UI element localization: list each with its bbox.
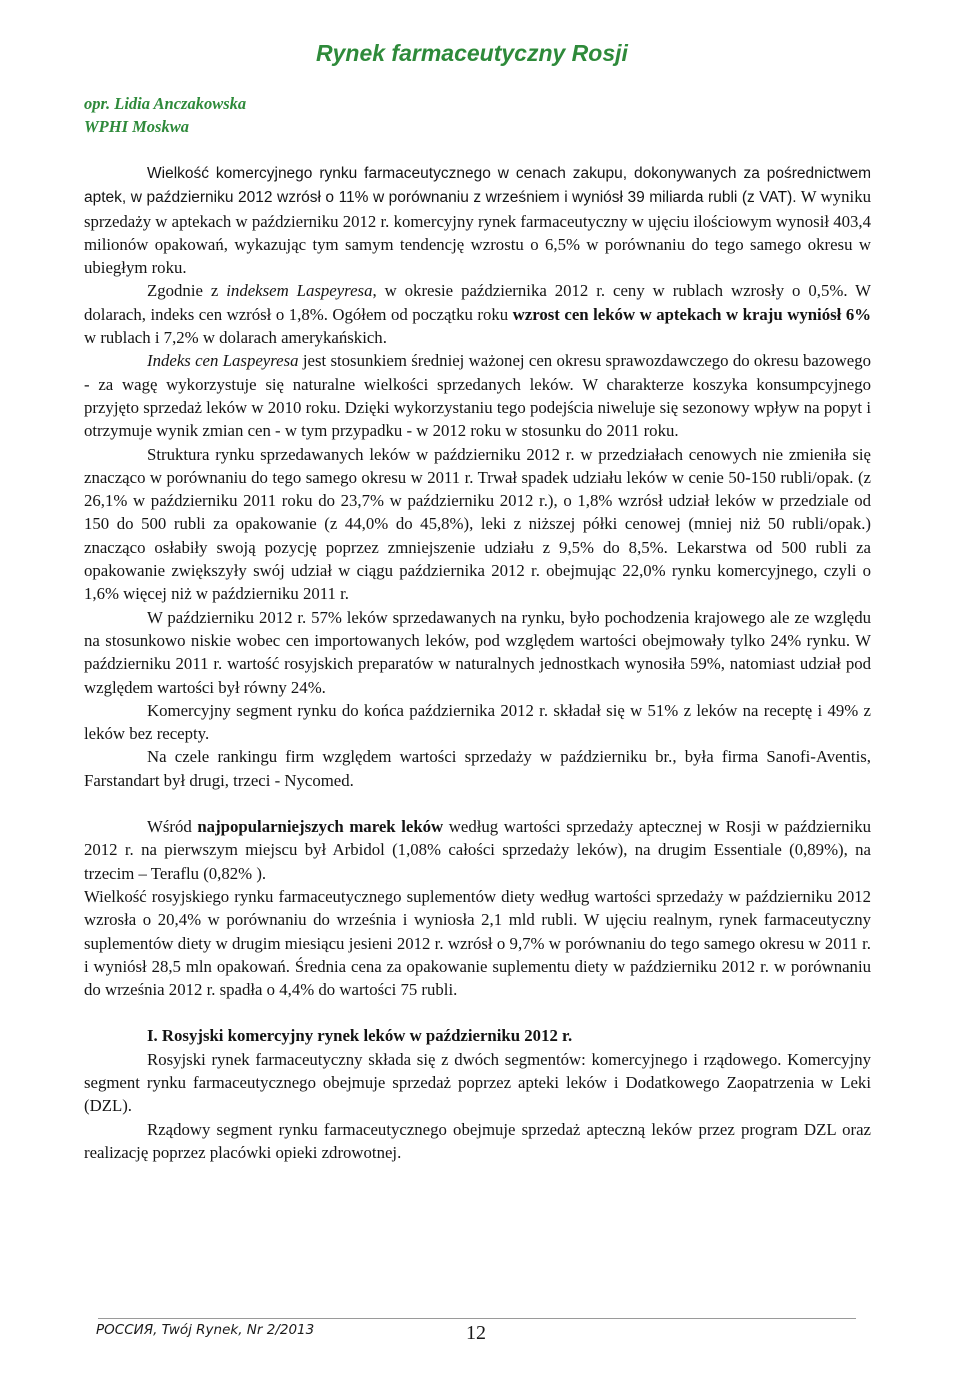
price-growth-highlight: wzrost cen leków w aptekach w kraju wyniósł 6%	[512, 304, 871, 324]
paragraph-domestic-share: W październiku 2012 r. 57% leków sprzedawanych na rynku, było pochodzenia krajowego ale ze względu na stosunkowo niskie wobec cen importowanych leków, pod względem wartości obejmowały tylko 24% rynku. W październiku 2011 r. wartość rosyjskich preparatów w naturalnych jednostkach wynosiła 59%, natomiast udział pod względem wartości był równy 24%.	[84, 607, 871, 697]
paragraph-supplements: Wielkość rosyjskiego rynku farmaceutycznego suplementów diety według wartości sprzedaży w październiku 2012 wzrosła o 20,4% w porównaniu do września i wyniosła 2,1 mld rubli. W ujęciu realnym, rynek farmaceutyczny suplementów diety w drugim miesiącu jesieni 2012 r. wzrósł o 9,7% w porównaniu do tego samego okresu w 2011 r. i wyniósł 28,5 mln opakowań. Średnia cena za opakowanie suplementu diety w październiku 2012 r. w porównaniu do września 2012 r. spadła o 4,4% do wartości 75 rubli.	[84, 886, 871, 1000]
paragraph-top-brands	[84, 815, 871, 885]
section-heading: I. Rosyjski komercyjny rynek leków w październiku 2012 r.	[147, 1026, 573, 1046]
laspeyres-term: indeksem Laspeyresa	[226, 281, 373, 301]
paragraph-laspeyres	[84, 279, 871, 349]
paragraph-prescription-split: Komercyjny segment rynku do końca października 2012 r. składał się w 51% z leków na receptę i 49% z leków bez recepty.	[84, 700, 871, 744]
paragraph-laspeyres-text-a: Zgodnie z	[147, 281, 227, 301]
author-organization: WPHI Moskwa	[84, 117, 189, 136]
top-brands-highlight: najpopularniejszych marek leków	[197, 817, 444, 837]
paragraph-market-size-text-a: Wielkość komercyjnego rynku farmaceutycznego w cenach zakupu, dokonywanych za pośrednictwem aptek, w październiku 2012 wzrósł o 11% w porównaniu z wrześniem i wyniósł 39 miliarda rubli (z VAT).	[84, 165, 871, 207]
paragraph-company-ranking: Na czele rankingu firm względem wartości sprzedaży w październiku br., była firma Sanofi-Aventis, Farstandart był drugi, trzeci - Nycomed.	[84, 747, 871, 790]
paragraph-top-brands-text-a: Wśród	[147, 817, 198, 837]
author-name: opr. Lidia Anczakowska	[84, 94, 247, 113]
paragraph-laspeyres-text-c: , w okresie października 2012 r. ceny w rublach wzrosły o 0,5%. W dolarach, indeks cen wzrósł o 1,8%. Ogółem od początku roku	[84, 281, 872, 324]
footer-publication: РОССИЯ, Twój Rynek, Nr 2/2013	[96, 1322, 315, 1338]
paragraph-market-size-text-c: komercyjny rynek farmaceutyczny w ujęciu ilościowym wynosił 403,4 milionów opakowań, wykazując tym samym tendencję wzrostu o 6,5% w porównaniu do tego samego okresu w ubiegłym roku.	[84, 211, 872, 278]
paragraph-index-definition	[84, 349, 871, 442]
paragraph-market-size-text-b: W wyniku sprzedaży w aptekach w październiku 2012 r.	[84, 187, 872, 231]
paragraph-market-size	[84, 161, 871, 279]
article-title: Rynek farmaceutyczny Rosji	[316, 40, 628, 66]
paragraph-laspeyres-text-e: w rublach i 7,2% w dolarach amerykańskich.	[84, 328, 387, 348]
paragraph-government-segment: Rządowy segment rynku farmaceutycznego obejmuje sprzedaż apteczną leków przez program DZL oraz realizację poprzez placówki opieki zdrowotnej.	[84, 1119, 871, 1162]
paragraph-top-brands-text-c: według wartości sprzedaży aptecznej w Rosji w październiku 2012 r. na pierwszym miejscu był Arbidol (1,08% całości sprzedaży leków), na drugim Essentiale (0,89%), na trzecim – Teraflu (0,82% ).	[84, 817, 871, 883]
footer-divider	[98, 1318, 856, 1319]
author-block	[84, 92, 246, 138]
article-body	[84, 161, 871, 1164]
paragraph-index-definition-text: jest stosunkiem średniej ważonej cen okresu sprawozdawczego do okresu bazowego - za wagę wykorzystuje się naturalne wielkości sprzedanych leków. W charakterze koszyka konsumpcyjnego przyjęto sprzedaż leków w 2010 roku. Dzięki wykorzystaniu tego podejścia niweluje się sezonowy wpływ na popyt i otrzymuje wynik zmian cen - w tym przypadku - w 2012 roku w stosunku do 2011 roku.	[84, 351, 871, 441]
page-number: 12	[466, 1322, 486, 1344]
paragraph-market-segments: Rosyjski rynek farmaceutyczny składa się z dwóch segmentów: komercyjnego i rządowego. Komercyjny segment rynku farmaceutycznego obejmuje sprzedaż poprzez apteki leków i Dodatkowego Zaopatrzenia w Leki (DZL).	[84, 1049, 871, 1116]
index-definition-term: Indeks cen Laspeyresa	[147, 351, 299, 371]
paragraph-price-structure: Struktura rynku sprzedawanych leków w październiku 2012 r. w przedziałach cenowych nie zmieniła się znacząco w porównaniu do tego samego okresu w 2011 r. Trwał spadek udziału leków w cenie 50-150 rubli/opak. (z 26,1% w październiku 2011 roku do 23,7% w październiku 2012 r.), o 1,8% wzrósł udział leków w przedziale od 150 do 500 rubli za opakowanie (z 44,0% do 45,8%), leki z niższej półki cenowej (mniej niż 50 rubli/opak.) znacząco osłabiły swoją pozycję poprzez zmniejszenie udziału z 9,5% do 8,5%. Lekarstwa od 500 rubli za opakowanie zwiększyły swój udział w ciągu października 2012 r. obejmując 22,0% rynku komercyjnego, czyli o 1,6% więcej niż w październiku 2011 r.	[84, 444, 871, 604]
